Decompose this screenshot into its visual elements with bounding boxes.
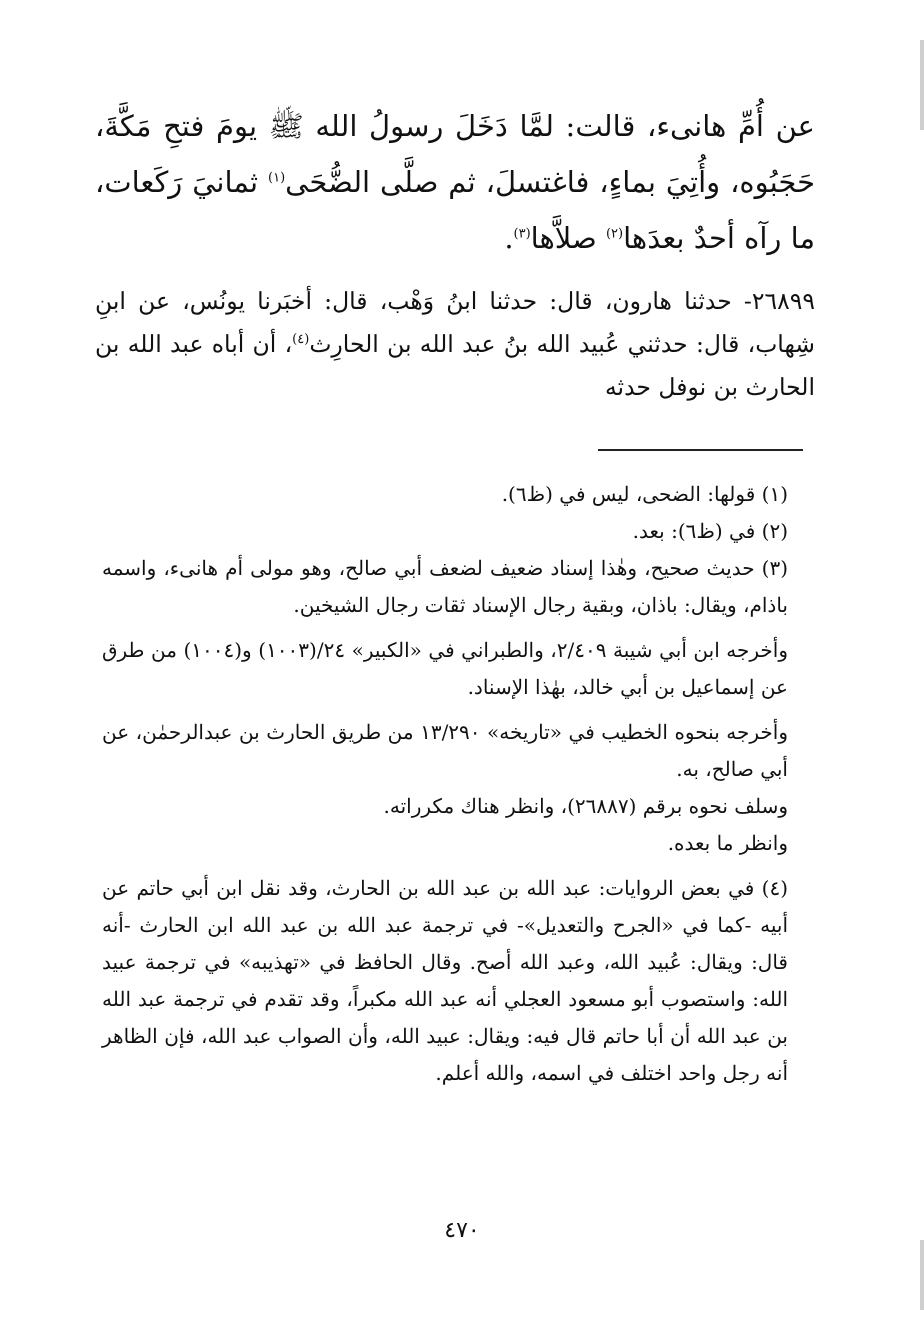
hadith-text: صلاَّها bbox=[530, 221, 597, 255]
isnad-text: ، أن أباه عبد الله بن الحارث بن نوفل حدثه bbox=[95, 330, 815, 401]
footnote-3-takhrij: وأخرجه بنحوه الخطيب في «تاريخه» ١٣/٢٩٠ من طريق الحارث بن عبدالرحمٰن، عن أبي صالح، به. bbox=[102, 720, 788, 781]
footnotes bbox=[102, 476, 814, 1092]
main-text bbox=[95, 98, 815, 409]
footnote-divider bbox=[598, 449, 803, 451]
footnote-2: (٢) في (ظ٦): بعد. bbox=[632, 519, 788, 543]
footnote-3-cross-reference: وسلف نحوه برقم (٢٦٨٨٧)، وانظر هناك مكرراته. bbox=[383, 794, 788, 818]
footnote-ref-1[interactable]: (١) bbox=[268, 170, 286, 186]
hadith-text: ثمانيَ رَكَعات، ما رآه أحدٌ بعدَها bbox=[95, 165, 815, 255]
page-number: ٤٧٠ bbox=[444, 1218, 480, 1243]
footnote-3-cross-reference: وانظر ما بعده. bbox=[667, 831, 788, 855]
footnote-3: (٣) حديث صحيح، وهٰذا إسناد ضعيف لضعف أبي صالح، وهو مولى أم هانىء، واسمه باذام، ويقال: باذان، وبقية رجال الإسناد ثقات رجال الشيخين. bbox=[102, 556, 788, 617]
hadith-text: . bbox=[504, 221, 514, 255]
footnote-ref-4[interactable]: (٤) bbox=[292, 332, 310, 348]
footnote-1: (١) قولها: الضحى، ليس في (ظ٦). bbox=[501, 482, 788, 506]
footnote-ref-3[interactable]: (٣) bbox=[513, 226, 531, 242]
scan-edge bbox=[920, 1240, 924, 1310]
hadith-paragraph bbox=[95, 98, 815, 266]
isnad-text: ٢٦٨٩٩- حدثنا هارون، قال: حدثنا ابنُ وَهْب، قال: أخبَرنا يونُس، عن ابنِ شِهاب، قال: حدثني عُبيد الله بنُ عبد الله بن الحارِث bbox=[95, 287, 815, 358]
footnote-4: (٤) في بعض الروايات: عبد الله بن عبد الله بن الحارث، وقد نقل ابن أبي حاتم عن أبيه -كما في «الجرح والتعديل»- في ترجمة عبد الله بن عبد الله ابن الحارث -أنه قال: ويقال: عُبيد الله، وعبد الله أصح. وقال الحافظ في «تهذيبه» في ترجمة عبيد الله: واستصوب أبو مسعود العجلي أنه عبد الله مكبراً، وقد تقدم في ترجمة عبد الله بن عبد الله أن أبا حاتم قال فيه: ويقال: عبيد الله، وأن الصواب عبد الله، فإن الظاهر أنه رجل واحد اختلف في اسمه، والله أعلم. bbox=[102, 876, 788, 1085]
footnote-3-takhrij: وأخرجه ابن أبي شيبة ٢/٤٠٩، والطبراني في «الكبير» ٢٤/(١٠٠٣) و(١٠٠٤) من طرق عن إسماعيل بن أبي خالد، بهٰذا الإسناد. bbox=[102, 638, 788, 699]
hadith-text: عن أُمِّ هانىء، قالت: لمَّا دَخَلَ رسولُ الله ﷺ يومَ فتحِ مَكَّةَ، حَجَبُوه، وأُتِيَ بماءٍ، فاغتسلَ، ثم صلَّى الضُّحَى bbox=[95, 109, 815, 199]
footnote-ref-2[interactable]: (٢) bbox=[605, 226, 624, 242]
scan-edge bbox=[920, 40, 924, 130]
isnad-paragraph bbox=[95, 280, 815, 409]
